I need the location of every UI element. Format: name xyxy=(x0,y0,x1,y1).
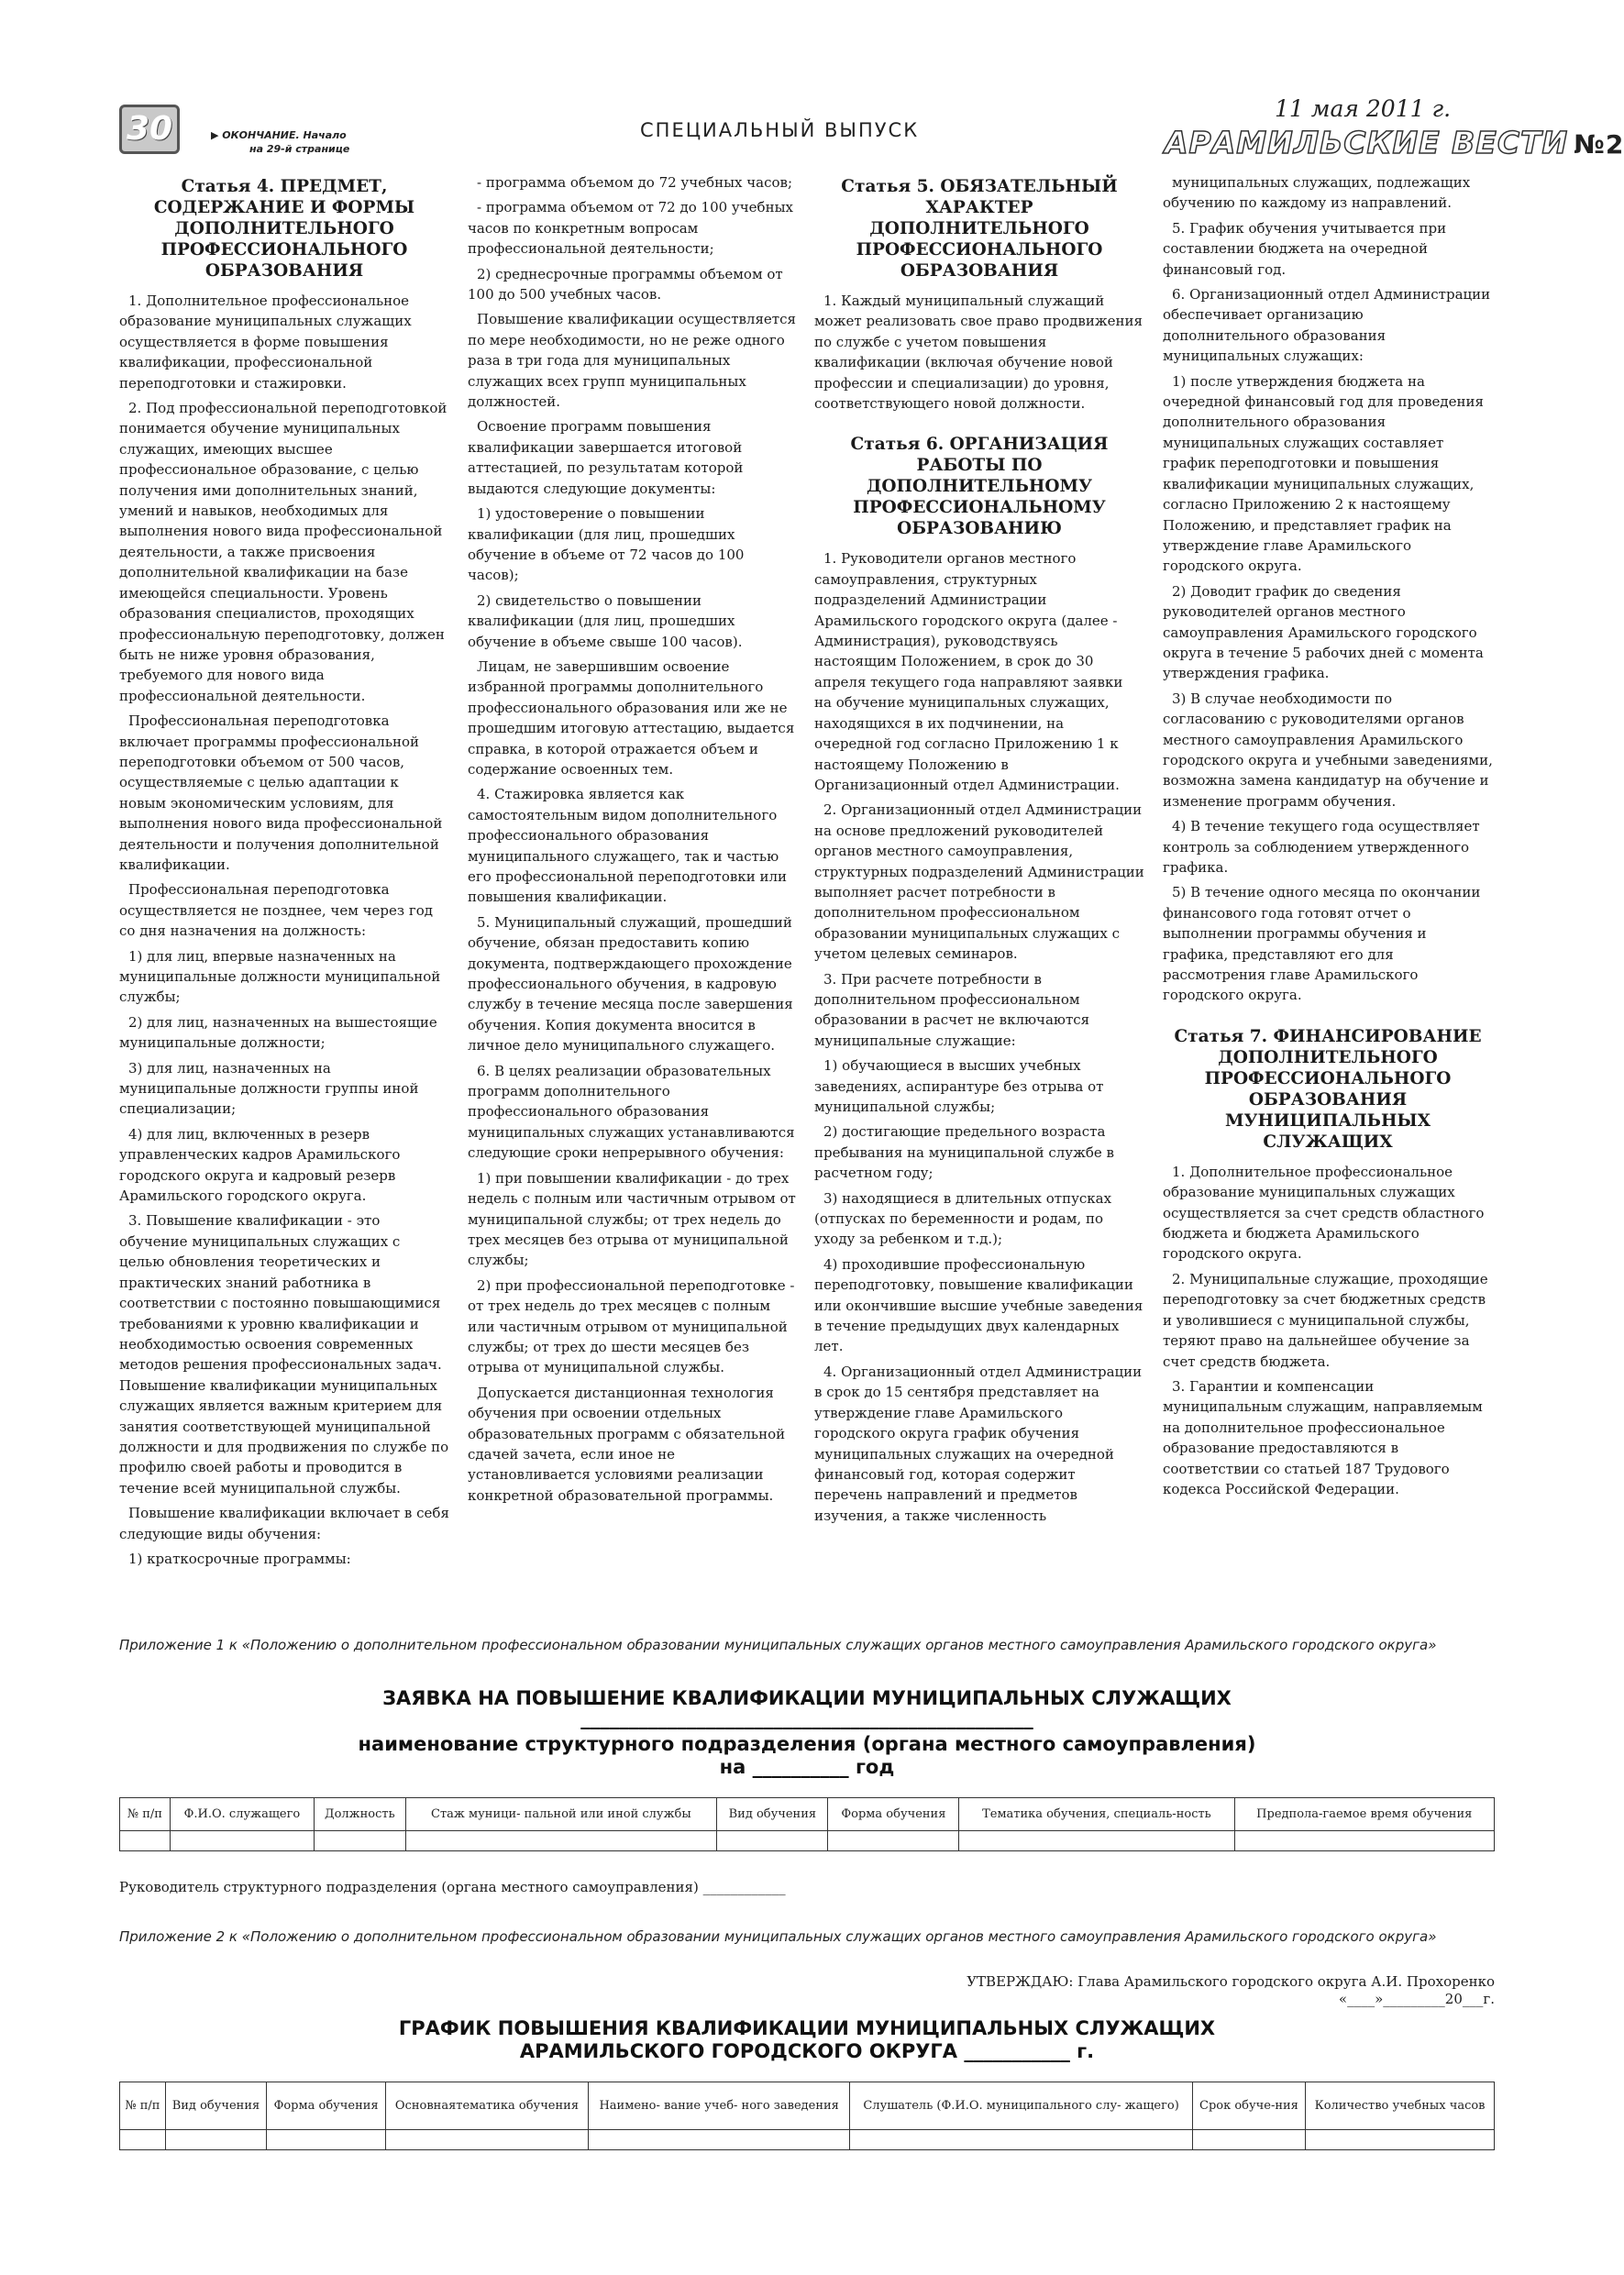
paragraph: 3. Гарантии и компенсации муниципальным служащим, направляемым на дополнительное профессиональное образование предоставляются в соответствии со статьей 187 Трудового кодекса Российской Федерации. xyxy=(1163,1377,1483,1497)
appendix-1-subtitle: наименование структурного подразделения (органа местного самоуправления) xyxy=(358,1733,1256,1755)
application-table xyxy=(119,1797,1495,1851)
paragraph: 4) В течение текущего года осуществляет контроль за соблюдением утвержденного графика. xyxy=(1163,818,1480,876)
paragraph: Лицам, не завершившим освоение избранной программы дополнительного профессионального образования или же не прошедшим итоговую аттестацию, выдается справка, в которой отражается объем и содержание освоенных тем. xyxy=(468,657,795,778)
paragraph: Освоение программ повышения квалификации завершается итоговой аттестацией, по результатам которой выдаются следующие документы: xyxy=(468,418,744,497)
table-header-cell: Количество учебных часов xyxy=(1306,2082,1495,2130)
paragraph: муниципальных служащих, подлежащих обучению по каждому из направлений. xyxy=(1163,174,1471,212)
column-4-body-b xyxy=(1163,1162,1493,1500)
column-3-body-a xyxy=(814,291,1144,414)
continuation-line-2: на 29-й странице xyxy=(249,143,350,155)
table-cell xyxy=(267,2130,386,2150)
table-header-cell: Вид обучения xyxy=(717,1798,828,1831)
column-1 xyxy=(119,172,449,1574)
paragraph: 5) В течение одного месяца по окончании финансового года готовят отчет о выполнении программы обучения и графика, представляют его для рассмотрения главе Арамильского городского округа. xyxy=(1163,884,1481,1004)
table-header-cell: Вид обучения xyxy=(165,2082,266,2130)
table-row xyxy=(120,2130,1495,2150)
paragraph: 1. Руководители органов местного самоуправления, структурных подразделений Администрации Арамильского городского округа (далее - Администрация), руководствуясь настоящим Положением, в срок до 30 апреля текущего года направляют заявки на обучение муниципальных служащих, находящихся в их подчинении, на очередной год согласно Приложению 1 к настоящему Положению в Организационный отдел Администрации. xyxy=(814,550,1123,793)
paragraph: 3) для лиц, назначенных на муниципальные должности группы иной специализации; xyxy=(119,1059,419,1118)
column-4 xyxy=(1163,172,1493,1504)
paragraph: 2) среднесрочные программы объемом от 100 до 500 учебных часов. xyxy=(468,265,783,304)
paragraph: 1) при повышении квалификации - до трех недель с полным или частичным отрывом от муниципальной службы; от трех недель до трех месяцев без отрыва от муниципальной службы; xyxy=(468,1169,796,1269)
schedule-table-header xyxy=(120,2082,1495,2130)
column-4-body-a xyxy=(1163,172,1493,1006)
table-cell xyxy=(120,1831,171,1851)
paragraph: 1) обучающиеся в высших учебных заведениях, аспирантуре без отрыва от муниципальной службы; xyxy=(814,1057,1104,1115)
paragraph: Профессиональная переподготовка включает программы профессиональной переподготовки объемом от 500 часов, осуществляемые с целью адаптации к новым экономическим условиям, для выполнения нового вида профессиональной деятельности и получения дополнительной квалификации. xyxy=(119,712,443,873)
schedule-table xyxy=(119,2082,1495,2150)
paragraph: 2) достигающие предельного возраста пребывания на муниципальной службе в расчетном году; xyxy=(814,1123,1115,1182)
appendix-1-note: Приложение 1 к «Положению о дополнительном профессиональном образовании муниципальных служащих органов местного самоуправления Арамильского городского округа» xyxy=(119,1637,1437,1653)
table-header-cell: Стаж муници- пальной или иной службы xyxy=(405,1798,717,1831)
table-cell xyxy=(959,1831,1234,1851)
appendix-1-title: ЗАЯВКА НА ПОВЫШЕНИЕ КВАЛИФИКАЦИИ МУНИЦИПАЛЬНЫХ СЛУЖАЩИХ xyxy=(382,1687,1232,1709)
table-header-cell: № п/п xyxy=(120,1798,171,1831)
paragraph: 1) для лиц, впервые назначенных на муниципальные должности муниципальной службы; xyxy=(119,947,441,1006)
continuation-line-1: ▶ ОКОНЧАНИЕ. Начало xyxy=(211,129,347,141)
paragraph: - программа объемом от 72 до 100 учебных часов по конкретным вопросам профессиональной деятельности; xyxy=(468,199,793,258)
paragraph: 6. В целях реализации образовательных программ дополнительного профессионального образования муниципальных служащих устанавливаются следующие сроки непрерывного обучения: xyxy=(468,1062,795,1162)
approval-block xyxy=(967,1973,1495,2008)
appendix-1-blank-line: _______________________________________________ xyxy=(580,1707,1033,1729)
table-cell xyxy=(1306,2130,1495,2150)
paragraph: 5. Муниципальный служащий, прошедший обучение, обязан предоставить копию документа, подтверждающего прохождение профессионального обучения, в кадровую службу в течение месяца после завершения обучения. Копия документа вносится в личное дело муниципального служащего. xyxy=(468,913,793,1055)
paragraph: 1) краткосрочные программы: xyxy=(128,1550,351,1567)
paragraph: 2) при профессиональной переподготовке - от трех недель до трех месяцев с полным или частичным отрывом от муниципальной службы; от трех до шести месяцев без отрыва от муниципальной службы. xyxy=(468,1276,795,1376)
table-cell xyxy=(717,1831,828,1851)
table-cell xyxy=(120,2130,166,2150)
paragraph: Повышение квалификации осуществляется по мере необходимости, но не реже одного раза в три года для муниципальных служащих всех групп муниципальных должностей. xyxy=(468,311,796,411)
issue-title: СПЕЦИАЛЬНЫЙ ВЫПУСК xyxy=(640,119,920,141)
table-header-cell: Должность xyxy=(315,1798,405,1831)
table-header-cell: № п/п xyxy=(120,2082,166,2130)
issue-number: №2 xyxy=(1574,129,1624,160)
table-cell xyxy=(170,1831,314,1851)
article-4-heading: Статья 4. ПРЕДМЕТ, СОДЕРЖАНИЕ И ФОРМЫ ДОПОЛНИТЕЛЬНОГО ПРОФЕССИОНАЛЬНОГО ОБРАЗОВАНИЯ xyxy=(153,177,415,281)
article-5-heading: Статья 5. ОБЯЗАТЕЛЬНЫЙ ХАРАКТЕР ДОПОЛНИТЕЛЬНОГО ПРОФЕССИОНАЛЬНОГО ОБРАЗОВАНИЯ xyxy=(841,177,1118,281)
paragraph: 2) для лиц, назначенных на вышестоящие муниципальные должности; xyxy=(119,1013,437,1052)
application-table-header xyxy=(120,1798,1495,1831)
appendix-1-year-line: на __________ год xyxy=(719,1756,895,1778)
table-header-cell: Предпола-гаемое время обучения xyxy=(1234,1798,1494,1831)
paragraph: Повышение квалификации включает в себя следующие виды обучения: xyxy=(119,1505,449,1542)
table-cell xyxy=(386,2130,589,2150)
appendix-2-title-line-2: АРАМИЛЬСКОГО ГОРОДСКОГО ОКРУГА ___________ г. xyxy=(519,2040,1095,2062)
paragraph: 2. Организационный отдел Администрации на основе предложений руководителей органов местного самоуправления, структурных подразделений Администрации выполняет расчет потребности в дополнительном профессиональном образовании муниципальных служащих с учетом целевых семинаров. xyxy=(814,801,1144,963)
paragraph: 4) для лиц, включенных в резерв управленческих кадров Арамильского городского округа и кадровый резерв Арамильского городского округа. xyxy=(119,1125,401,1205)
appendix-2-note: Приложение 2 к «Положению о дополнительном профессиональном образовании муниципальных служащих органов местного самоуправления Арамильского городского округа» xyxy=(119,1928,1437,1945)
table-header-cell: Основнаятематика обучения xyxy=(386,2082,589,2130)
table-row xyxy=(120,1831,1495,1851)
table-cell xyxy=(828,1831,959,1851)
article-columns xyxy=(119,172,1495,1594)
masthead-logo: АРАМИЛЬСКИЕ ВЕСТИ xyxy=(1165,125,1569,160)
paragraph: 1. Дополнительное профессиональное образование муниципальных служащих осуществляется в форме повышения квалификации, профессиональной переподготовки и стажировки. xyxy=(119,293,412,392)
table-header-cell: Наимено- вание учеб- ного заведения xyxy=(588,2082,850,2130)
paragraph: 2. Муниципальные служащие, проходящие переподготовку за счет бюджетных средств и уволившиеся с муниципальной службы, теряют право на дальнейшее обучение за счет средств бюджета. xyxy=(1163,1270,1488,1370)
paragraph: 1) удостоверение о повышении квалификации (для лиц, прошедших обучение в объеме от 72 часов до 100 часов); xyxy=(468,505,745,584)
paragraph: 4) проходившие профессиональную переподготовку, повышение квалификации или окончившие высшие учебные заведения в течение предыдущих двух календарных лет. xyxy=(814,1255,1143,1355)
page-number: 30 xyxy=(119,105,180,154)
paragraph: 2) Доводит график до сведения руководителей органов местного самоуправления Арамильского городского округа в течение 5 рабочих дней с момента утверждения графика. xyxy=(1163,582,1484,682)
paragraph: 1) после утверждения бюджета на очередной финансовый год для проведения дополнительного образования муниципальных служащих составляет график переподготовки и повышения квалификации муниципальных служащих, согласно Приложению 2 к настоящему Положению, и представляет график на утверждение главе Арамильского городского округа. xyxy=(1163,372,1485,575)
table-cell xyxy=(850,2130,1192,2150)
table-cell xyxy=(315,1831,405,1851)
column-2 xyxy=(468,172,798,1510)
table-cell xyxy=(588,2130,850,2150)
column-1-body xyxy=(119,291,449,1569)
paragraph: 3) находящиеся в длительных отпусках (отпусках по беременности и родам, по уходу за ребенком и т.д.); xyxy=(814,1189,1112,1248)
paragraph: Допускается дистанционная технология обучения при освоении отдельных образовательных программ с обязательной сдачей зачета, если иное не установливается условиями реализации конкретной образовательной программы. xyxy=(468,1384,786,1504)
appendix-1-signature: Руководитель структурного подразделения (органа местного самоуправления) ____________ xyxy=(119,1879,786,1895)
article-7-heading: Статья 7. ФИНАНСИРОВАНИЕ ДОПОЛНИТЕЛЬНОГО ПРОФЕССИОНАЛЬНОГО ОБРАЗОВАНИЯ МУНИЦИПАЛЬНЫХ СЛУЖАЩИХ xyxy=(1174,1026,1482,1152)
paragraph: - программа объемом до 72 учебных часов; xyxy=(477,174,793,191)
paragraph: 5. График обучения учитывается при составлении бюджета на очередной финансовый год. xyxy=(1163,219,1447,278)
table-header-cell: Срок обуче-ния xyxy=(1192,2082,1305,2130)
table-cell xyxy=(1192,2130,1305,2150)
masthead xyxy=(1165,125,1624,161)
continuation-note xyxy=(211,128,349,156)
table-cell xyxy=(165,2130,266,2150)
paragraph: 4. Стажировка является как самостоятельным видом дополнительного профессионального образования муниципального служащего, так и частью его профессиональной переподготовки или повышения квалификации. xyxy=(468,786,787,906)
table-header-cell: Тематика обучения, специаль-ность xyxy=(959,1798,1234,1831)
approval-date-line: «____»_________20___г. xyxy=(1338,1991,1495,2007)
appendix-2-title-line-1: ГРАФИК ПОВЫШЕНИЯ КВАЛИФИКАЦИИ МУНИЦИПАЛЬНЫХ СЛУЖАЩИХ xyxy=(398,2017,1216,2039)
column-3 xyxy=(814,172,1144,1530)
table-header-cell: Ф.И.О. служащего xyxy=(170,1798,314,1831)
issue-date: 11 мая 2011 г. xyxy=(1275,95,1452,122)
table-cell xyxy=(405,1831,717,1851)
table-header-cell: Форма обучения xyxy=(828,1798,959,1831)
paragraph: Профессиональная переподготовка осуществляется не позднее, чем через год со дня назначения на должность: xyxy=(119,881,433,940)
paragraph: 3. При расчете потребности в дополнительном профессиональном образовании в расчет не включаются муниципальные служащие: xyxy=(814,970,1090,1049)
paragraph: 3) В случае необходимости по согласованию с руководителями органов местного самоуправления Арамильского городского округа и учебными заведениями, возможна замена кандидатур на обучение и изменение программ обучения. xyxy=(1163,690,1493,810)
article-6-heading: Статья 6. ОРГАНИЗАЦИЯ РАБОТЫ ПО ДОПОЛНИТЕЛЬНОМУ ПРОФЕССИОНАЛЬНОМУ ОБРАЗОВАНИЮ xyxy=(850,435,1109,539)
paragraph: 1. Каждый муниципальный служащий может реализовать свое право продвижения по службе с учетом повышения квалификации (включая обучение новой профессии и специализации) до уровня, соответствующего новой должности. xyxy=(814,293,1143,413)
paragraph: 2) свидетельство о повышении квалификации (для лиц, прошедших обучение в объеме свыше 100 часов). xyxy=(468,591,743,650)
table-header-cell: Форма обучения xyxy=(267,2082,386,2130)
column-3-body-b xyxy=(814,548,1144,1526)
paragraph: 4. Организационный отдел Администрации в срок до 15 сентября представляет на утверждение главе Арамильского городского округа график обучения муниципальных служащих на очередной финансовый год, которая содержит перечень направлений и предметов изучения, а также численность xyxy=(814,1363,1143,1524)
column-2-body xyxy=(468,172,798,1506)
table-header-cell: Слушатель (Ф.И.О. муниципального слу- жащего) xyxy=(850,2082,1192,2130)
paragraph: 1. Дополнительное профессиональное образование муниципальных служащих осуществляется за счет средств областного бюджета и бюджета Арамильского городского округа. xyxy=(1163,1163,1485,1263)
paragraph: 3. Повышение квалификации - это обучение муниципальных служащих с целью обновления теоретических и практических знаний работника в соответствии с постоянно повышающимися требованиями к уровню квалификации и необходимостью освоения современных методов решения профессиональных задач. Повышение квалификации муниципальных служащих является важным критерием для занятия соответствующей муниципальной должности и для продвижения по службе по профилю своей работы и проводится в течение всей муниципальной службы. xyxy=(119,1212,449,1496)
paragraph: 6. Организационный отдел Администрации обеспечивает организацию дополнительного образования муниципальных служащих: xyxy=(1163,286,1491,365)
table-cell xyxy=(1234,1831,1494,1851)
paragraph: 2. Под профессиональной переподготовкой понимается обучение муниципальных служащих, имеющих высшее профессиональное образование, с целью получения ими дополнительных знаний, умений и навыков, необходимых для выполнения нового вида профессиональной деятельности, а также присвоения дополнительной квалификации на базе имеющейся специальности. Уровень образования специалистов, проходящих профессиональную переподготовку, должен быть не ниже уровня образования, требуемого для нового вида профессиональной деятельности. xyxy=(119,400,447,704)
approval-line-1: УТВЕРЖДАЮ: Глава Арамильского городского округа А.И. Прохоренко xyxy=(967,1973,1495,1990)
